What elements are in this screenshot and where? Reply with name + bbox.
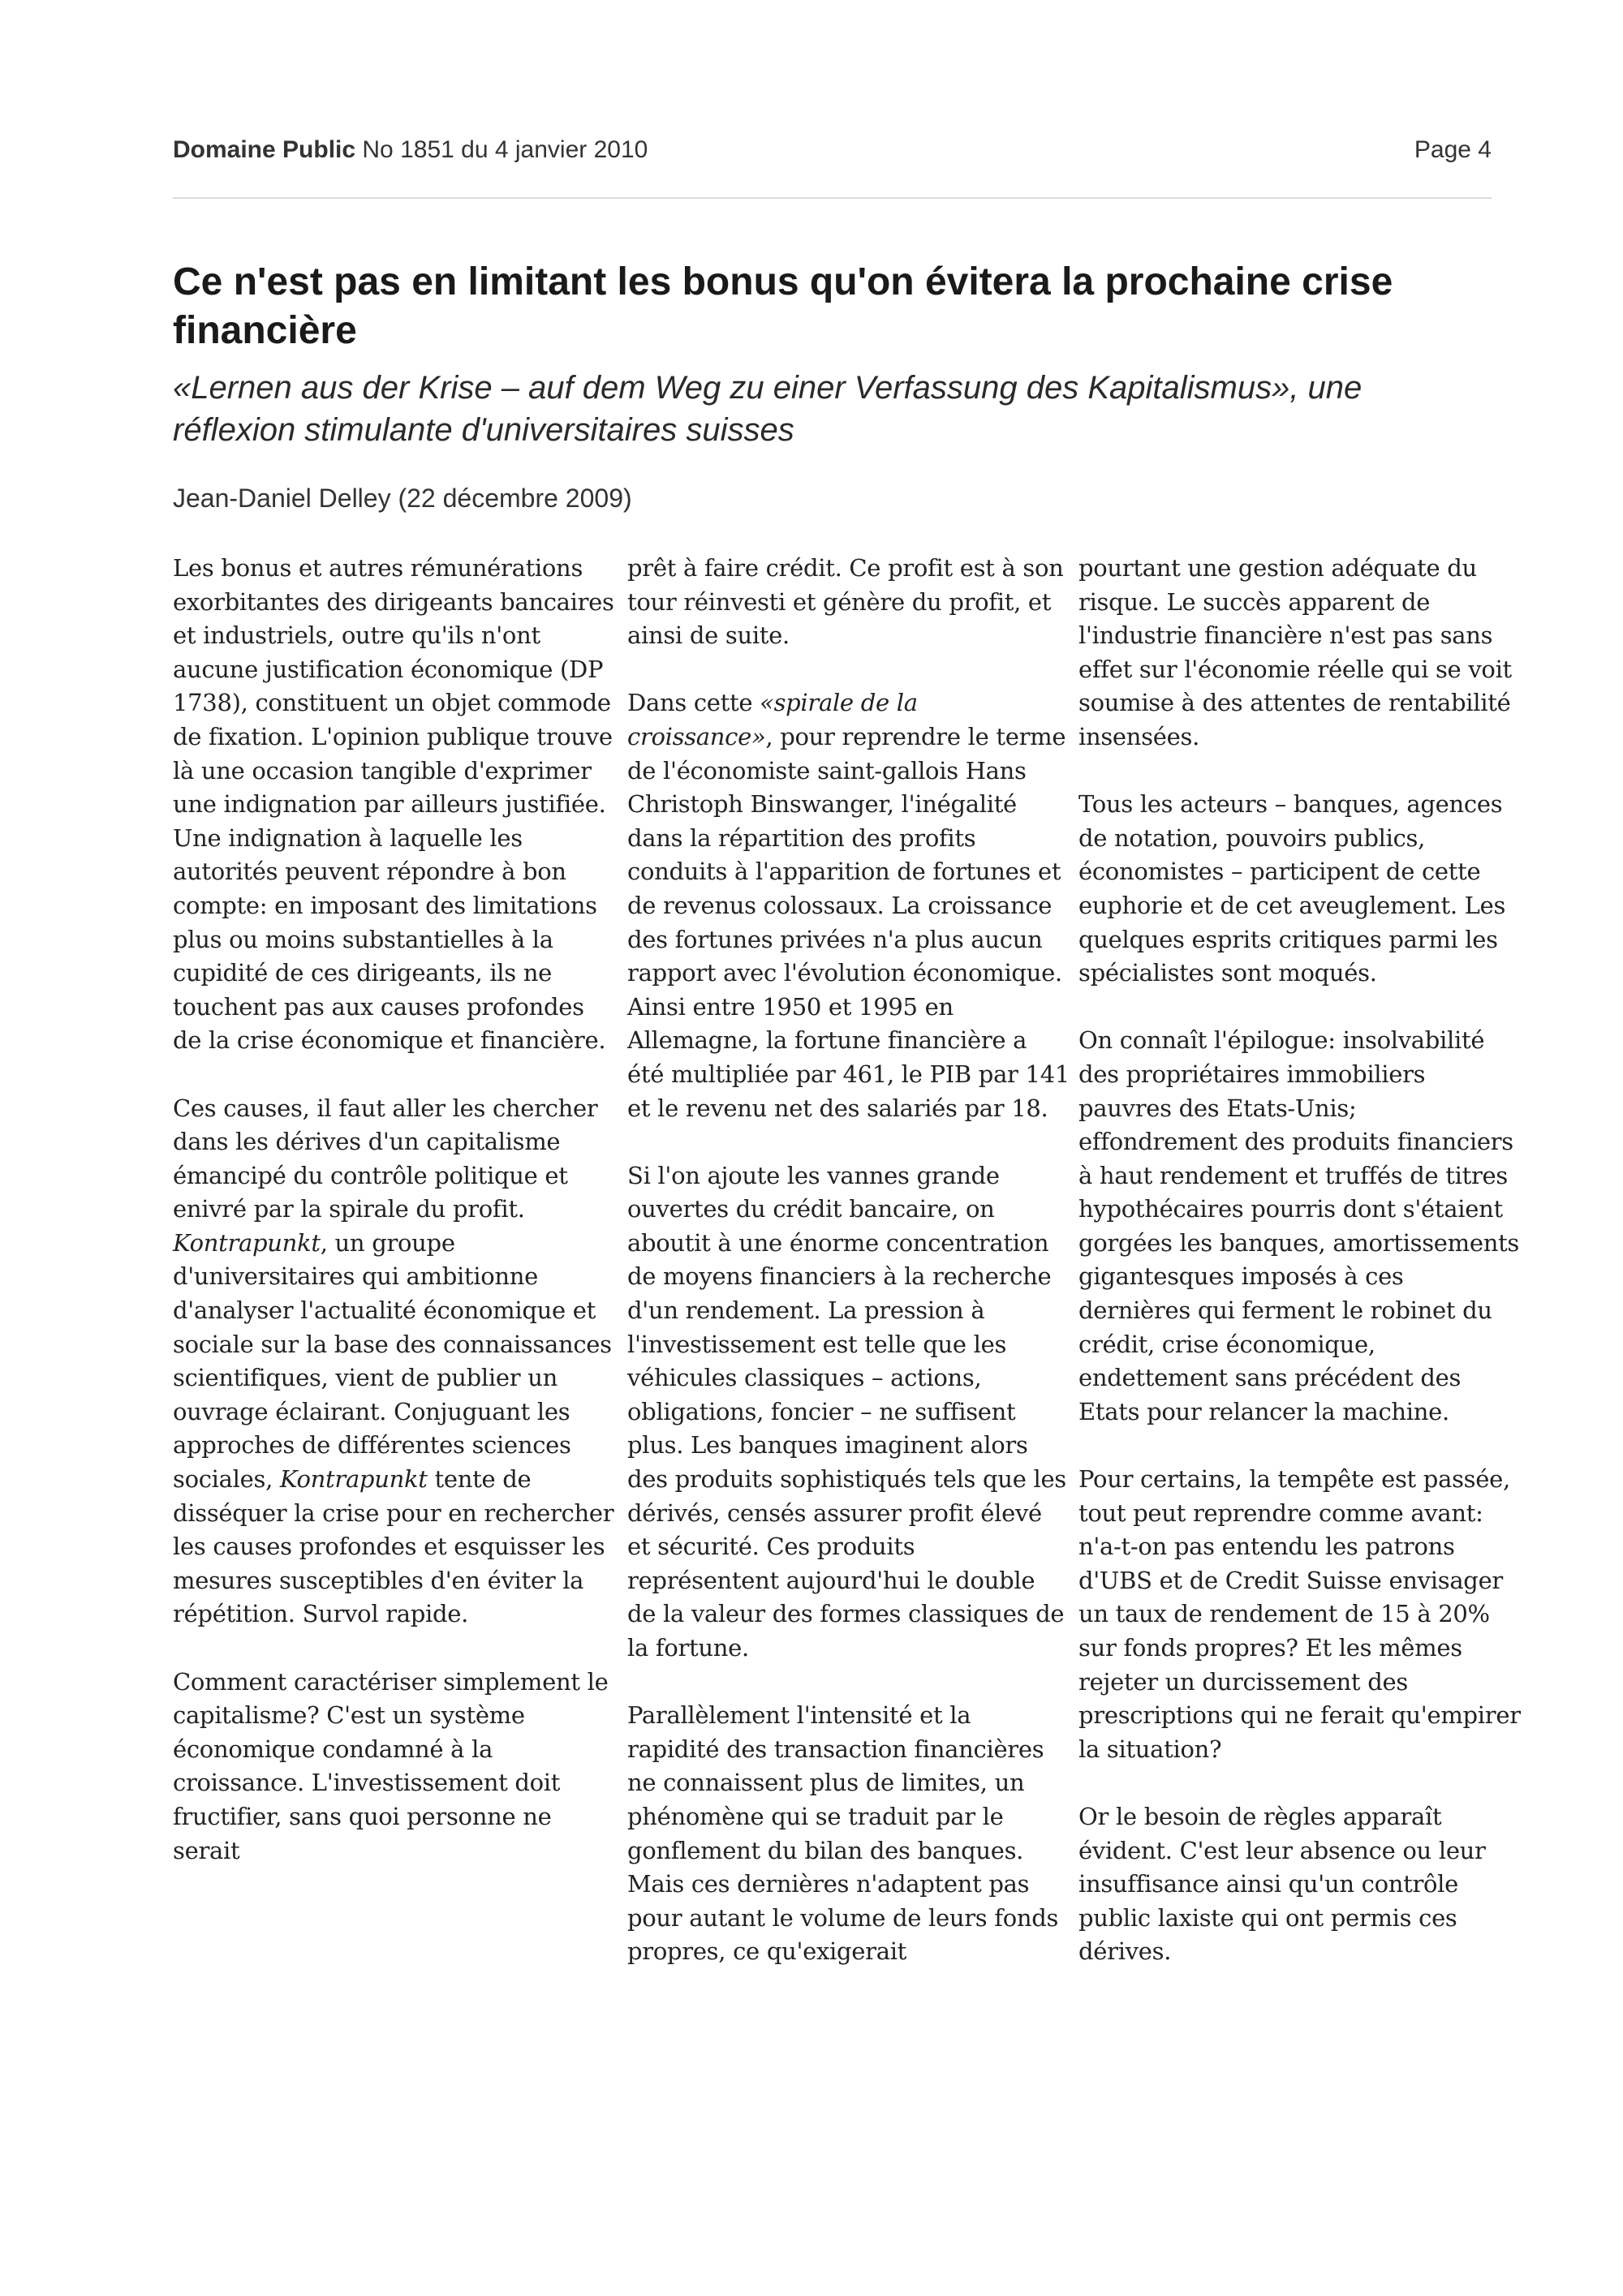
- text-column-2: [627, 552, 1070, 1969]
- article-subtitle: «Lernen aus der Krise – auf dem Weg zu einer Verfassung des Kapitalismus», une réflexion stimulante d'universitaires suisses: [173, 370, 1363, 448]
- article-byline: Jean-Daniel Delley (22 décembre 2009): [173, 484, 632, 513]
- article-title: Ce n'est pas en limitant les bonus qu'on évitera la prochaine crise financière: [173, 260, 1393, 352]
- paragraph: Comment caractériser simplement le capitalisme? C'est un système économique condamné à la croissance. L'investissement doit fructifier, sans quoi personne ne serait: [173, 1667, 609, 1864]
- paragraph: Dans cette «spirale de la croissance», pour reprendre le terme de l'économiste saint-gallois Hans Christoph Binswanger, l'inégalité dans la répartition des profits conduits à l'apparition de fortunes et de revenus colossaux. La croissance des fortunes privées n'a plus aucun rapport avec l'évolution économique. Ainsi entre 1950 et 1995 en Allemagne, la fortune financière a été multipliée par 461, le PIB par 141 et le revenu net des salariés par 18.: [627, 689, 1070, 1122]
- paragraph: Les bonus et autres rémunérations exorbitantes des dirigeants bancaires et industriels, outre qu'ils n'ont aucune justification économique (DP 1738), constituent un objet commode de fixation. L'opinion publique trouve là une occasion tangible d'exprimer une indignation par ailleurs justifiée. Une indignation à laquelle les autorités peuvent répondre à bon compte: en imposant des limitations plus ou moins substantielles à la cupidité de ces dirigeants, ils ne touchent pas aux causes profondes de la crise économique et financière.: [173, 554, 614, 1055]
- paragraph: On connaît l'épilogue: insolvabilité des propriétaires immobiliers pauvres des Etats-Unis; effondrement des produits financiers à haut rendement et truffés de titres hypothécaires pourris dont s'étaient gorgées les banques, amortissements gigantesques imposés à ces dernières qui ferment le robinet du crédit, crise économique, endettement sans précédent des Etats pour relancer la machine.: [1078, 1026, 1520, 1425]
- paragraph: Tous les acteurs – banques, agences de notation, pouvoirs publics, économistes – participent de cette euphorie et de cet aveuglement. Les quelques esprits critiques parmi les spécialistes sont moqués.: [1078, 790, 1506, 987]
- header-divider: [173, 197, 1492, 199]
- page-number: Page 4: [1414, 136, 1492, 163]
- issue-info: No 1851 du 4 janvier 2010: [362, 136, 648, 163]
- paragraph: Ces causes, il faut aller les chercher dans les dérives d'un capitalisme émancipé du contrôle politique et enivré par la spirale du profit. Kontrapunkt, un groupe d'universitaires qui ambitionne d'analyser l'actualité économique et sociale sur la base des connaissances scientifiques, vient de publier un ouvrage éclairant. Conjuguant les approches de différentes sciences sociales, Kontrapunkt tente de disséquer la crise pour en rechercher les causes profondes et esquisser les mesures susceptibles d'en éviter la répétition. Survol rapide.: [173, 1094, 614, 1628]
- text-column-3: [1078, 552, 1521, 1969]
- quote-emphasis: «spirale de la croissance»: [627, 689, 918, 750]
- paragraph-continued: pourtant une gestion adéquate du risque. Le succès apparent de l'industrie financière n'est pas sans effet sur l'économie réelle qui se voit soumise à des attentes de rentabilité insensées.: [1078, 554, 1512, 750]
- page-header: [173, 136, 1492, 169]
- paragraph-continued: prêt à faire crédit. Ce profit est à son tour réinvesti et génère du profit, et ainsi de suite.: [627, 554, 1064, 650]
- kontrapunkt-emphasis: Kontrapunkt: [173, 1228, 321, 1257]
- publication-info: [173, 136, 648, 164]
- paragraph: Or le besoin de règles apparaît évident. C'est leur absence ou leur insuffisance ainsi qu'un contrôle public laxiste qui ont permis ces dérives.: [1078, 1802, 1486, 1966]
- publication-name: Domaine Public: [173, 136, 356, 163]
- kontrapunkt-emphasis: Kontrapunkt: [279, 1465, 428, 1494]
- paragraph: Parallèlement l'intensité et la rapidité des transaction financières ne connaissent plus de limites, un phénomène qui se traduit par le gonflement du bilan des banques. Mais ces dernières n'adaptent pas pour autant le volume de leurs fonds propres, ce qu'exigerait: [627, 1701, 1059, 1966]
- paragraph: Pour certains, la tempête est passée, tout peut reprendre comme avant: n'a-t-on pas entendu les patrons d'UBS et de Credit Suisse envisager un taux de rendement de 15 à 20% sur fonds propres? Et les mêmes rejeter un durcissement des prescriptions qui ne ferait qu'empirer la situation?: [1078, 1465, 1521, 1763]
- text-column-1: [173, 552, 615, 1868]
- paragraph: Si l'on ajoute les vannes grande ouvertes du crédit bancaire, on aboutit à une énorme concentration de moyens financiers à la recherche d'un rendement. La pression à l'investissement est telle que les véhicules classiques – actions, obligations, foncier – ne suffisent plus. Les banques imaginent alors des produits sophistiqués tels que les dérivés, censés assurer profit élevé et sécurité. Ces produits représentent aujourd'hui le double de la valeur des formes classiques de la fortune.: [627, 1161, 1066, 1662]
